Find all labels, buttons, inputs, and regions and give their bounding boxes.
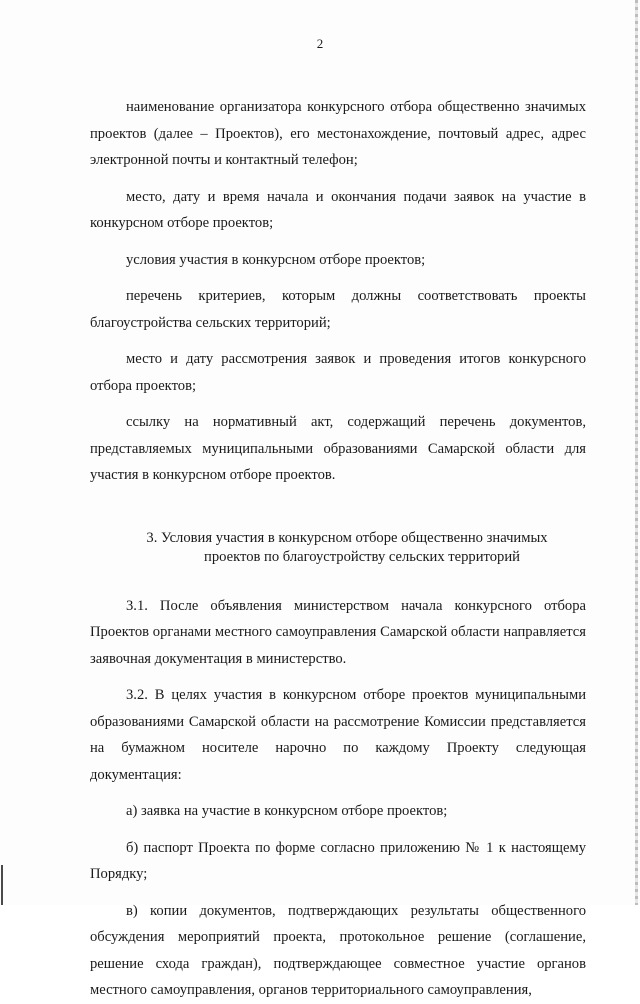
paragraph-organizer-info: наименование организатора конкурсного отбора общественно значимых проектов (далее – Проектов), его местонахождение, почтовый адрес, адрес электронной почты и контактный телефон; [90, 99, 586, 168]
paragraph-participation-conditions: условия участия в конкурсном отборе проектов; [126, 251, 426, 268]
section-heading-line-2: проектов по благоустройству сельских территорий [204, 548, 520, 565]
paragraph-criteria-list: перечень критериев, которым должны соответствовать проекты благоустройства сельских территорий; [90, 288, 586, 331]
section-heading [90, 529, 586, 567]
document-body [90, 94, 586, 1004]
list-item-b: б) паспорт Проекта по форме согласно приложению № 1 к настоящему Порядку; [90, 839, 586, 882]
page-number: 2 [316, 36, 324, 51]
paragraph-3-1: 3.1. После объявления министерством начала конкурсного отбора Проектов органами местного самоуправления Самарской области направляется заявочная документация в министерство. [90, 597, 586, 667]
list-item-v: в) копии документов, подтверждающих результаты общественного обсуждения мероприятий проекта, протокольное решение (соглашение, решение схода граждан), подтверждающее совместное участие органов местного самоуправления, органов территориального самоуправления, [90, 902, 586, 998]
paragraph-3-2: 3.2. В целях участия в конкурсном отборе проектов муниципальными образованиями Самарской области на рассмотрение Комиссии представляется на бумажном носителе нарочно по каждому Проекту следующая документация: [90, 687, 586, 783]
paragraph-normative-act-link: ссылку на нормативный акт, содержащий перечень документов, представляемых муниципальными образованиями Самарской области для участия в конкурсном отборе проектов. [90, 414, 586, 483]
paragraph-submission-dates: место, дату и время начала и окончания подачи заявок на участие в конкурсном отборе проектов; [90, 188, 586, 231]
list-item-a: а) заявка на участие в конкурсном отборе проектов; [126, 803, 448, 819]
section-heading-line-1: 3. Условия участия в конкурсном отборе общественно значимых [146, 529, 548, 546]
scan-edge-left [1, 865, 3, 905]
paragraph-review-place-date: место и дату рассмотрения заявок и проведения итогов конкурсного отбора проектов; [90, 351, 586, 394]
scan-edge-right [635, 0, 638, 905]
